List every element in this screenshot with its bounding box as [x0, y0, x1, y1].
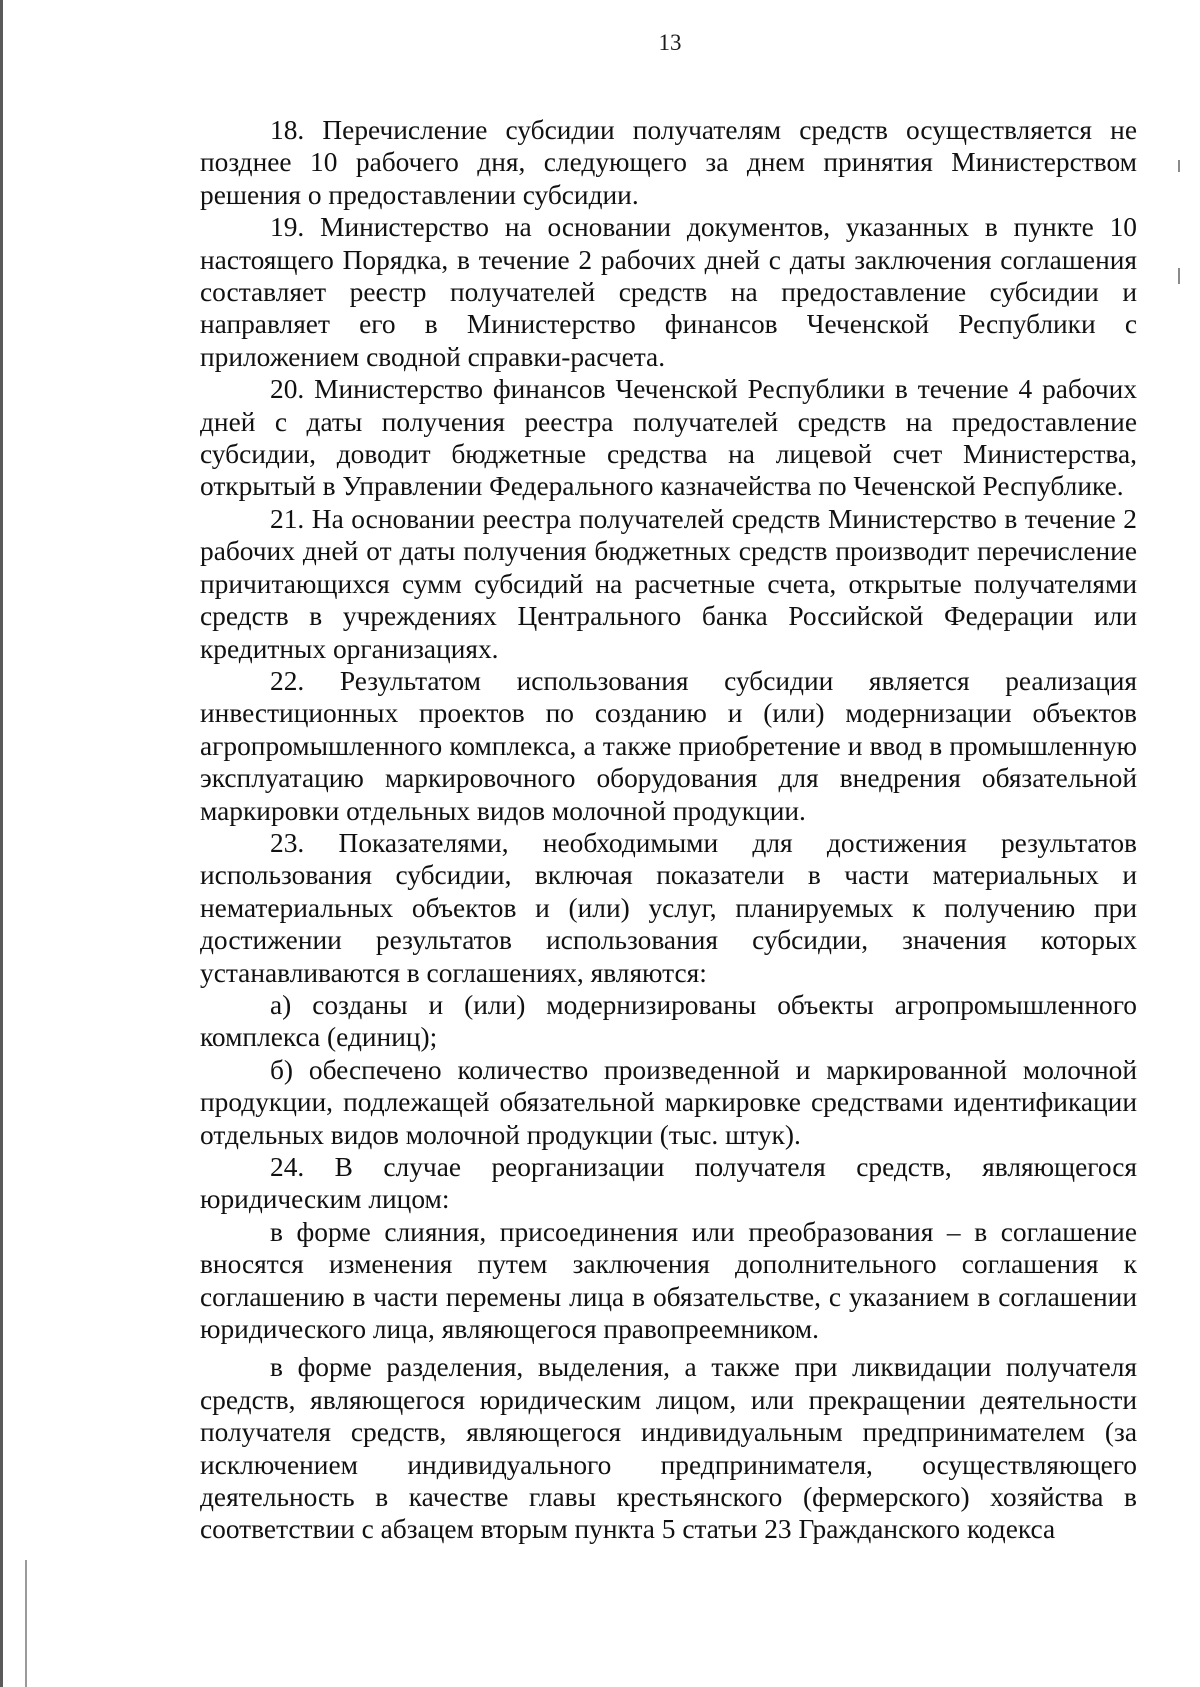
paragraph-23-item-b: б) обеспечено количество произведенной и маркированной молочной продукции, подлежащей обязательной маркировке средствами идентификации отдельных видов молочной продукции (тыс. штук). — [200, 1054, 1137, 1150]
scan-left-border — [0, 0, 3, 1687]
paragraph-24: 24. В случае реорганизации получателя средств, являющегося юридическим лицом: — [200, 1152, 1137, 1215]
paragraph-22: 22. Результатом использования субсидии является реализация инвестиционных проектов по созданию и (или) модернизации объектов агропромышленного комплекса, а также приобретение и ввод в промышленную эксплуатацию маркировочного оборудования для внедрения обязательной маркировки отдельных видов молочной продукции. — [200, 665, 1137, 826]
document-body — [200, 114, 1137, 1546]
paragraph-19: 19. Министерство на основании документов, указанных в пункте 10 настоящего Порядка, в течение 2 рабочих дней с даты заключения соглашения составляет реестр получателей средств на предоставление субсидии и направляет его в Министерство финансов Чеченской Республики с приложением сводной справки-расчета. — [200, 212, 1137, 372]
page-number: 13 — [658, 30, 682, 55]
paragraph-18: 18. Перечисление субсидии получателям средств осуществляется не позднее 10 рабочего дня, следующего за днем принятия Министерством решения о предоставлении субсидии. — [200, 115, 1137, 210]
paragraph-23-item-a: а) созданы и (или) модернизированы объекты агропромышленного комплекса (единиц); — [200, 989, 1137, 1053]
paragraph-23: 23. Показателями, необходимыми для достижения результатов использования субсидии, включая показатели в части материальных и нематериальных объектов и (или) услуг, планируемых к получению при достижении результатов использования субсидии, значения которых устанавливаются в соглашениях, являются: — [200, 827, 1137, 988]
paragraph-24-division: в форме разделения, выделения, а также при ликвидации получателя средств, являющегося юридическим лицом, или прекращении деятельности получателя средств, являющегося индивидуальным предпринимателем (за исключением индивидуального предпринимателя, осуществляющего деятельность в качестве главы крестьянского (фермерского) хозяйства в соответствии с абзацем вторым пункта 5 статьи 23 Гражданского кодекса — [200, 1352, 1137, 1545]
paragraph-20: 20. Министерство финансов Чеченской Республики в течение 4 рабочих дней с даты получения реестра получателей средств на предоставление субсидии, доводит бюджетные средства на лицевой счет Министерства, открытый в Управлении Федерального казначейства по Чеченской Республике. — [200, 374, 1137, 502]
scan-left-mark — [25, 1560, 27, 1687]
scan-margin-mark — [1178, 268, 1180, 284]
paragraph-21: 21. На основании реестра получателей средств Министерство в течение 2 рабочих дней от даты получения бюджетных средств производит перечисление причитающихся сумм субсидий на расчетные счета, открытые получателями средств в учреждениях Центрального банка Российской Федерации или кредитных организациях. — [200, 503, 1137, 664]
paragraph-24-merger: в форме слияния, присоединения или преобразования – в соглашение вносятся изменения путем заключения дополнительного соглашения к соглашению в части перемены лица в обязательстве, с указанием в соглашении юридического лица, являющегося правопреемником. — [200, 1216, 1137, 1345]
scan-margin-mark — [1178, 160, 1180, 172]
